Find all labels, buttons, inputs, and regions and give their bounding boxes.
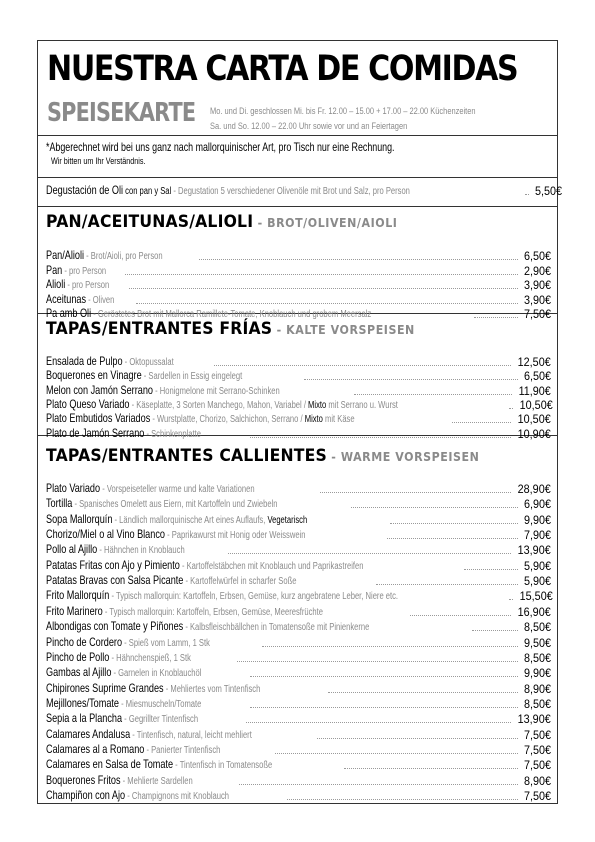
menu-item xyxy=(46,382,551,398)
menu-header xyxy=(38,41,557,136)
menu-item-description: - Paprikawurst mit Honig oder Weisswein xyxy=(164,530,306,542)
menu-item-description: - Brot/Aioli, pro Person xyxy=(84,251,163,262)
menu-item-text xyxy=(46,513,307,527)
menu-item-name: Pincho de Cordero xyxy=(46,634,123,649)
menu-item-text xyxy=(46,758,272,772)
menu-item-highlight: Vegetarisch xyxy=(267,514,308,526)
dot-leader xyxy=(464,569,518,570)
menu-item-text xyxy=(46,728,252,742)
dot-leader xyxy=(304,379,518,380)
menu-item-description: - Vorspeiseteller warme und kalte Variationen xyxy=(100,484,255,495)
menu-item-description: - Kartoffelwürfel in scharfer Soße xyxy=(183,576,297,588)
dot-leader xyxy=(452,422,511,423)
menu-item-description: - Tintenfisch in Tomatensoße xyxy=(173,760,273,772)
menu-item-extra: con pan y Sal xyxy=(123,186,172,197)
menu-item-name: Patatas Fritas con Ajo y Pimiento xyxy=(46,557,180,572)
menu-item-text xyxy=(46,278,109,292)
menu-item-description: - Honigmelone mit Serrano-Schinken xyxy=(152,385,280,397)
menu-item-price: 8,50€ xyxy=(523,620,551,635)
section-title-german: - WARME VORSPEISEN xyxy=(326,450,480,464)
menu-item-price: 9,90€ xyxy=(523,666,551,681)
menu-item-price: 7,50€ xyxy=(523,307,551,321)
menu-item xyxy=(46,544,551,557)
menu-item-price: 6,90€ xyxy=(523,497,551,512)
menu-item-name: Boquerones Fritos xyxy=(46,772,121,787)
billing-note-sub: Wir bitten um Ihr Verständnis. xyxy=(51,156,146,166)
dot-leader xyxy=(351,507,518,508)
opening-hours-line-2: Sa. und So. 12.00 – 22.00 Uhr sowie vor und an Feiertagen xyxy=(210,121,408,131)
menu-item-price: 13,90€ xyxy=(517,543,551,558)
menu-item-description: - Degustation 5 verschiedener Olivenöle mit Brot und Salz, pro Person xyxy=(171,186,410,197)
menu-item-text xyxy=(46,528,305,542)
menu-item-name: Chipirones Suprime Grandes xyxy=(46,680,164,695)
menu-item-price: 7,50€ xyxy=(523,789,551,803)
section-title: PAN/ACEITUNAS/ALIOLI xyxy=(46,212,254,232)
menu-item-description: - Geröstetes Brot mit Mallorca Ramillete-Tomate, Knoblauch und grobem Meersalz xyxy=(91,309,372,320)
menu-item-description: - Hähnchenspieß, 1 Stk xyxy=(109,652,191,664)
dot-leader xyxy=(250,676,518,677)
menu-item xyxy=(46,726,551,742)
menu-item-name: Plato Queso Variado xyxy=(46,396,130,411)
page-subtitle: SPEISEKARTE xyxy=(47,98,196,128)
menu-item-description: - pro Person xyxy=(65,280,110,291)
menu-item-name: Pan xyxy=(46,262,63,277)
menu-item-text xyxy=(46,369,242,383)
menu-item-text xyxy=(46,184,410,198)
menu-item-price: 5,90€ xyxy=(523,558,551,573)
dot-leader xyxy=(199,259,518,260)
menu-item xyxy=(46,511,551,527)
dot-leader xyxy=(410,615,511,616)
menu-item-description: - Mehliertes vom Tintenfisch xyxy=(163,683,261,695)
section-pan-aceitunas xyxy=(38,207,557,321)
menu-item-text xyxy=(46,543,185,557)
degustacion-section xyxy=(38,177,562,207)
menu-item-text xyxy=(46,574,296,588)
menu-item xyxy=(46,741,551,757)
menu-item-price: 6,50€ xyxy=(523,249,551,263)
menu-item-name: Frito Marinero xyxy=(46,603,103,618)
menu-item-name: Degustación de Oli xyxy=(46,183,124,197)
menu-item-name: Pincho de Pollo xyxy=(46,649,110,664)
menu-item-name: Sopa Mallorquín xyxy=(46,511,113,526)
menu-item-price: 9,90€ xyxy=(523,512,551,527)
menu-item-price: 8,50€ xyxy=(523,696,551,711)
menu-item-description: - Mehlierte Sardellen xyxy=(120,775,193,787)
menu-item-description: - Miesmuscheln/Tomate xyxy=(118,698,202,710)
menu-item-name: Ensalada de Pulpo xyxy=(46,354,123,368)
menu-item xyxy=(46,680,551,696)
opening-hours-line-1: Mo. und Di. geschlossen Mi. bis Fr. 12.00 – 15.00 + 17.00 – 22.00 Küchenzeiten xyxy=(210,106,476,116)
dot-leader xyxy=(354,394,513,395)
menu-item-price: 7,50€ xyxy=(523,758,551,773)
dot-leader xyxy=(317,738,518,739)
menu-item xyxy=(46,634,551,650)
dot-leader xyxy=(237,661,518,662)
menu-item-text xyxy=(46,789,229,803)
menu-item-description: - Sardellen in Essig eingelegt xyxy=(141,371,243,383)
menu-item-name: Aceitunas xyxy=(46,291,87,306)
dot-leader xyxy=(344,768,518,769)
menu-item-description: - Typisch mallorquin: Kartoffeln, Erbsen, Gemüse, kurz angebratene Leber, Niere etc. xyxy=(109,591,399,603)
menu-item-description: - Spieß vom Lamm, 1 Stk xyxy=(122,637,210,649)
menu-item-text xyxy=(46,497,278,511)
dot-leader xyxy=(390,523,518,524)
menu-item-name: Pa amb Oli xyxy=(46,306,92,320)
menu-item-description: - Kartoffelstäbchen mit Knoblauch und Paprikastreifen xyxy=(179,560,364,572)
page-title: NUESTRA CARTA DE COMIDAS xyxy=(47,49,518,89)
menu-item xyxy=(46,603,551,619)
menu-item-name: Calamares Andalusa xyxy=(46,726,131,741)
dot-leader xyxy=(320,492,511,493)
dot-leader xyxy=(275,753,518,754)
menu-item-description: - Ländlich mallorquinische Art eines Auflaufs, xyxy=(112,514,268,526)
menu-item-name: Boquerones en Vinagre xyxy=(46,368,142,383)
menu-item-name: Plato Embutidos Variados xyxy=(46,411,151,426)
menu-item-name: Mejillones/Tomate xyxy=(46,695,119,710)
menu-item xyxy=(46,183,562,198)
menu-item xyxy=(46,356,551,369)
menu-item xyxy=(46,772,551,788)
menu-item xyxy=(46,759,551,772)
menu-item-text xyxy=(46,682,260,696)
menu-item-price: 8,50€ xyxy=(523,650,551,665)
menu-item-description-cont: mit Serrano u. Wurst xyxy=(326,399,398,411)
menu-item-description: - Typisch mallorquin: Kartoffeln, Erbsen, Gemüse, Meeresfrüchte xyxy=(102,606,323,618)
section-title-german: - KALTE VORSPEISEN xyxy=(272,323,415,337)
menu-item xyxy=(46,713,551,726)
dot-leader xyxy=(328,692,518,693)
menu-item-text xyxy=(46,264,106,278)
menu-item-text xyxy=(46,355,174,369)
menu-item xyxy=(46,695,551,711)
menu-item-text xyxy=(46,651,191,665)
menu-item xyxy=(46,590,551,603)
menu-item xyxy=(46,498,551,511)
menu-item-price: 10,50€ xyxy=(517,412,551,427)
menu-item-name: Champiñon con Ajo xyxy=(46,788,126,802)
billing-note-main: *Abgerechnet wird bei uns ganz nach mallorquinischer Art, pro Tisch nur eine Rechnung. xyxy=(46,140,395,154)
menu-item-text xyxy=(46,774,193,788)
section-tapas-calientes xyxy=(38,436,557,805)
menu-item-description: - Oliven xyxy=(86,294,115,306)
menu-item-description: - Käseplatte, 3 Sorten Manchego, Mahon, Variabel / xyxy=(129,399,309,411)
billing-note xyxy=(38,135,557,178)
menu-item-price: 2,90€ xyxy=(523,263,551,278)
menu-item-price: 5,90€ xyxy=(523,574,551,589)
menu-item-name: Chorizo/Miel o al Vino Blanco xyxy=(46,527,165,542)
menu-item-text xyxy=(46,249,163,263)
dot-leader xyxy=(239,784,518,785)
section-heading xyxy=(46,446,479,467)
menu-item-description: - Spanisches Omelett aus Eiern, mit Kartoffeln und Zwiebeln xyxy=(72,499,278,511)
menu-item xyxy=(46,370,551,383)
dot-leader xyxy=(287,799,518,800)
menu-item-name: Alioli xyxy=(46,277,66,291)
menu-item-description: - Champignons mit Knoblauch xyxy=(125,791,230,802)
menu-item-text xyxy=(46,398,398,412)
menu-item xyxy=(46,649,551,665)
section-title-german: - BROT/OLIVEN/AIOLI xyxy=(253,216,398,230)
menu-item-description: - Hähnchen in Knoblauch xyxy=(97,545,185,557)
menu-item-price: 16,90€ xyxy=(517,604,551,619)
menu-item-description: - Oktopussalat xyxy=(122,357,174,368)
menu-item-name: Melon con Jamón Serrano xyxy=(46,382,153,397)
menu-item-price: 10,90€ xyxy=(517,426,551,441)
section-heading xyxy=(46,212,397,233)
menu-item xyxy=(46,396,553,412)
menu-item xyxy=(46,529,551,542)
menu-item-name: Plato Variado xyxy=(46,481,101,495)
menu-item-price: 9,50€ xyxy=(523,635,551,650)
menu-item-highlight: Mixto xyxy=(308,399,327,411)
opening-hours xyxy=(210,104,476,134)
dot-leader xyxy=(387,538,518,539)
dot-leader xyxy=(129,288,518,289)
menu-item-price: 10,50€ xyxy=(519,397,553,412)
menu-item xyxy=(46,621,551,634)
menu-item-description: - Schinkenplatte xyxy=(144,428,201,440)
dot-leader xyxy=(136,303,518,304)
menu-item xyxy=(46,667,551,680)
menu-item-description: - Kalbsfleischbällchen in Tomatensoße mit Pinienkerne xyxy=(183,622,370,634)
menu-item-text xyxy=(46,412,355,426)
menu-item-name: Albondigas con Tomate y Piñones xyxy=(46,619,184,634)
dot-leader xyxy=(228,553,511,554)
dot-leader xyxy=(472,630,518,631)
menu-item-name: Pan/Alioli xyxy=(46,248,85,262)
menu-item-price: 7,50€ xyxy=(523,742,551,757)
menu-item-text xyxy=(46,482,255,496)
menu-item-price: 7,50€ xyxy=(523,727,551,742)
section-heading xyxy=(46,319,415,340)
menu-item-highlight: Mixto xyxy=(304,414,323,426)
dot-leader xyxy=(250,707,518,708)
menu-item-name: Plato de Jamón Serrano xyxy=(46,425,145,440)
menu-item-text xyxy=(46,384,280,398)
dot-leader xyxy=(125,274,518,275)
menu-item-price: 5,50€ xyxy=(534,184,562,198)
menu-item xyxy=(46,279,551,292)
menu-item-price: 8,90€ xyxy=(523,773,551,788)
dot-leader xyxy=(246,722,511,723)
dot-leader xyxy=(509,408,513,409)
menu-item-price: 7,90€ xyxy=(523,528,551,543)
menu-item-price: 12,50€ xyxy=(517,355,551,369)
dot-leader xyxy=(262,646,518,647)
menu-item-description: - Gegrillter Tintenfisch xyxy=(122,714,199,726)
dot-leader xyxy=(376,584,518,585)
menu-item xyxy=(46,575,551,588)
menu-item-description: - Wurstplatte, Chorizo, Salchichon, Serrano / xyxy=(150,414,305,426)
menu-item-price: 3,90€ xyxy=(523,278,551,292)
menu-item xyxy=(46,483,551,496)
menu-item-text xyxy=(46,712,198,726)
menu-item-name: Sepia a la Plancha xyxy=(46,711,123,726)
menu-item-text xyxy=(46,293,114,307)
menu-item-name: Calamares en Salsa de Tomate xyxy=(46,757,174,772)
menu-item-text xyxy=(46,666,201,680)
menu-item-price: 15,50€ xyxy=(519,589,553,604)
section-title: TAPAS/ENTRANTES CALLIENTES xyxy=(46,446,327,466)
menu-item xyxy=(46,413,551,426)
menu-item xyxy=(46,262,551,278)
menu-frame xyxy=(37,40,562,804)
menu-item-price: 13,90€ xyxy=(517,712,551,727)
menu-item-text xyxy=(46,636,210,650)
menu-item-text xyxy=(46,589,398,603)
menu-item-price: 28,90€ xyxy=(517,482,551,496)
menu-item-text xyxy=(46,559,363,573)
menu-item-name: Patatas Bravas con Salsa Picante xyxy=(46,573,184,588)
menu-item-price: 8,90€ xyxy=(523,681,551,696)
menu-item-description: - pro Person xyxy=(62,265,107,277)
menu-item-text xyxy=(46,605,323,619)
menu-item xyxy=(46,291,551,307)
menu-item-description: - Tintenfisch, natural, leicht mehliert xyxy=(130,729,252,741)
menu-item-description: - Garnelen in Knoblauchöl xyxy=(111,668,202,680)
menu-item-name: Calamares al a Romano xyxy=(46,741,145,756)
section-title: TAPAS/ENTRANTES FRÍAS xyxy=(46,319,273,339)
menu-item-description-cont: mit Käse xyxy=(322,414,355,426)
menu-item-text xyxy=(46,697,201,711)
menu-item-price: 11,90€ xyxy=(518,383,551,398)
menu-item-name: Frito Mallorquín xyxy=(46,588,110,603)
menu-item-text xyxy=(46,743,220,757)
menu-item-name: Tortilla xyxy=(46,496,73,511)
dot-leader xyxy=(509,599,513,600)
menu-item-price: 3,90€ xyxy=(523,292,551,307)
menu-item xyxy=(46,790,551,803)
menu-item-price: 6,50€ xyxy=(523,369,551,384)
menu-item xyxy=(46,250,551,263)
section-tapas-frias xyxy=(38,314,557,441)
menu-item-name: Pollo al Ajillo xyxy=(46,542,98,557)
menu-item-name: Gambas al Ajillo xyxy=(46,665,112,680)
menu-item xyxy=(46,557,551,573)
dot-leader xyxy=(214,365,511,366)
menu-item-text xyxy=(46,620,369,634)
dot-leader xyxy=(525,194,529,195)
menu-item-description: - Panierter Tintenfisch xyxy=(144,744,221,756)
